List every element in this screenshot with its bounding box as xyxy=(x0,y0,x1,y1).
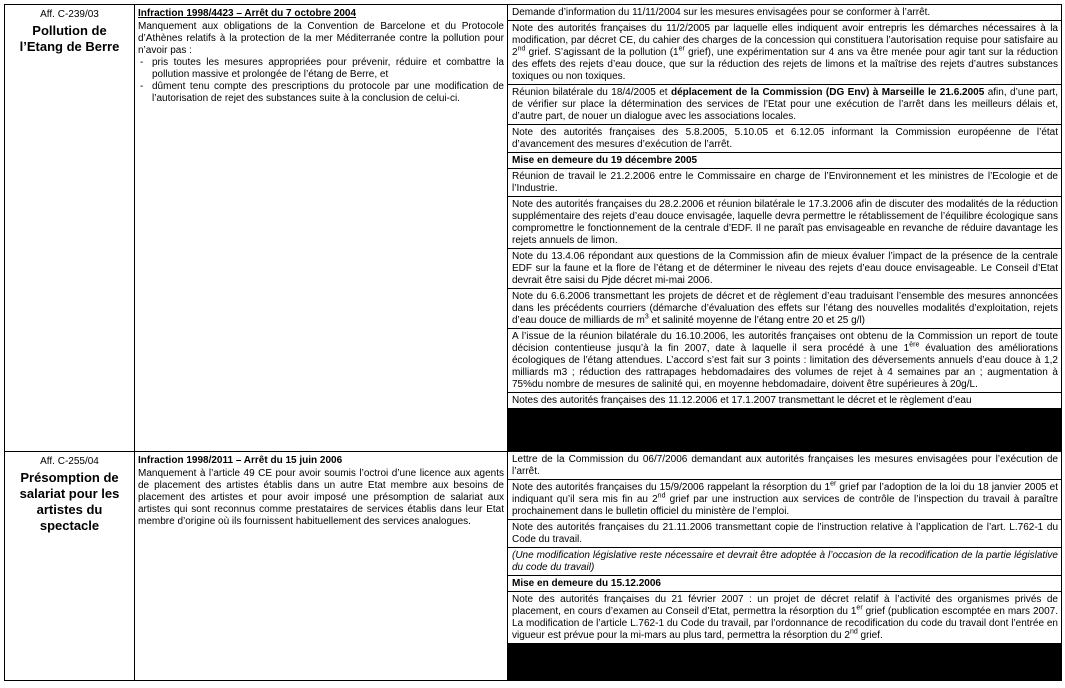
table-row xyxy=(5,5,1062,452)
action-entry: Demande d’information du 11/11/2004 sur les mesures envisagées pour se conformer à l’arrêt. xyxy=(508,5,1061,20)
affaire-title: Pollution de l’Etang de Berre xyxy=(19,23,120,54)
action-entry: Note des autorités françaises du 28.2.2006 et réunion bilatérale le 17.3.2006 afin de discuter des modalités de la réduction supplémentaire des rejets d’eau douce envisagée, laquelle devra permettre le rétablissement de l’équilibre écologique sans compromettre le fonctionnement de la centrale d’EDF. Il ne paraît pas envisageable en revanche de réduire davantage les rejets annuels de limon. xyxy=(508,197,1061,248)
action-entry: Note des autorités françaises du 21.11.2006 transmettant copie de l’instruction relative à l’application de l’art. L.762-1 du Code du travail. xyxy=(508,520,1061,547)
infraction-cell xyxy=(135,5,508,452)
affaire-cell xyxy=(5,452,135,681)
infraction-header: Infraction 1998/4423 – Arrêt du 7 octobre 2004 xyxy=(138,8,357,19)
action-entry: Note du 13.4.06 répondant aux questions de la Commission afin de mieux évaluer l’impact de la présence de la centrale EDF sur la faune et la flore de l’étang et de déterminer le niveau des rejets d’eau douce envisageable. Le Conseil d’Etat devrait être saisi du Pjde décret mi-mai 2006. xyxy=(508,249,1061,288)
action-entry: Note du 6.6.2006 transmettant les projets de décret et de règlement d’eau traduisant l’ensemble des mesures annoncées dans les précédents courriers (démarche d’évaluation des effets sur l’étang des nouvelles modalités d’exploitation, rejets d’eau douce de milliards de $m^3$ et salinité moyenne de l’étang entre 20 et 25 g/l) xyxy=(508,289,1061,328)
affaire-cell xyxy=(5,5,135,452)
action-entry: Note des autorités françaises du 15/9/2006 rappelant la résorption du 1er grief par l’adoption de la loi du 18 janvier 2005 et indiquant qu’il sera mis fin au 2nd grief par une instruction aux services de contrôle de l’inspection du travail à paraître prochainement dans le bulletin officiel du ministère de l’emploi. xyxy=(508,480,1061,519)
action-entry: Notes des autorités françaises des 11.12.2006 et 17.1.2007 transmettant le décret et le règlement d’eau xyxy=(508,393,1061,408)
actions-cell xyxy=(508,452,1062,681)
mise-en-demeure: Mise en demeure du 15.12.2006 xyxy=(508,576,1061,591)
action-entry: Lettre de la Commission du 06/7/2006 demandant aux autorités françaises les mesures envisagées pour l’exécution de l’arrêt. xyxy=(508,452,1061,479)
action-entry: Note des autorités françaises du 11/2/2005 par laquelle elles indiquent avoir entrepris les démarches nécessaires à la modification, par décret CE, du cahier des charges de la concession qui constituera l’autorisation requise pour satisfaire au 2nd grief. S’agissant de la pollution (1er grief), une expérimentation sur 4 ans va être menée pour agir tant sur la réduction des effets des rejets d’eau douce, que sur la réduction des rejets de limons et la maîtrise des rejets d’autres substances toxiques ou non toxiques. xyxy=(508,21,1061,84)
infraction-list xyxy=(138,57,504,105)
action-entry: Note des autorités françaises des 5.8.2005, 5.10.05 et 6.12.05 informant la Commission européenne de l’état d’avancement des mesures d’exécution de l’arrêt. xyxy=(508,125,1061,152)
action-entry: Réunion de travail le 21.2.2006 entre le Commissaire en charge de l’Environnement et les ministres de l’Ecologie et de l’Industrie. xyxy=(508,169,1061,196)
affaire-code: Aff. C-255/04 xyxy=(40,456,99,467)
action-entry: A l’issue de la réunion bilatérale du 16.10.2006, les autorités françaises ont obtenu de la Commission un report de toute décision contentieuse jusqu’à la fin 2007, date à laquelle il sera procédé à une 1ère évaluation des améliorations écologiques de l’étang attendues. L’accord s’est fait sur 3 points : limitation des déversements annuels d’eau douce à 1,2 milliards m3 ; réduction des rattrapages hebdomadaires des volumes de rejet à 4 semaines par an ; augmentation à 75%du nombre de mesures de salinité qui, en moyenne hebdomadaire, doivent être supérieures à 20g/L. xyxy=(508,329,1061,392)
affaire-code: Aff. C-239/03 xyxy=(40,9,99,20)
mise-en-demeure: Mise en demeure du 19 décembre 2005 xyxy=(508,153,1061,168)
action-entry: Note des autorités françaises du 21 février 2007 : un projet de décret relatif à l’activité des organismes privés de placement, en cours d’examen au Conseil d’Etat, permettra la résorption du 1er grief (publication escomptée en mars 2007. La modification de l’article L.762-1 du Code du travail, par l’ordonnance de recodification du code du travail dont l’entrée en vigueur est prévue pour la mi-mars au plus tard, permettra la résorption du 2nd grief. xyxy=(508,592,1061,643)
affaire-title: Présomption de salariat pour les artistes du spectacle xyxy=(19,470,120,533)
actions-cell xyxy=(508,5,1062,452)
infraction-cell xyxy=(135,452,508,681)
list-item: - pris toutes les mesures appropriées pour prévenir, réduire et combattre la pollution massive et prolongée de l’étang de Berre, et xyxy=(138,57,504,81)
infraction-text: Manquement à l’article 49 CE pour avoir soumis l’octroi d’une licence aux agents de placement des artistes établis dans un autre Etat membre aux besoins de placement des artistes et pour avoir imposé une présomption de salariat aux artistes qui sont reconnus comme prestataires de services établis dans leur Etat membre d’origine où ils fournissent habituellement des services analogues. xyxy=(138,468,504,527)
infraction-text: Manquement aux obligations de la Convention de Barcelone et du Protocole d’Athènes relatifs à la protection de la mer Méditerranée contre la pollution pour n’avoir pas : xyxy=(138,21,504,56)
table-row xyxy=(5,452,1062,681)
infringement-table xyxy=(4,4,1062,681)
action-entry: Réunion bilatérale du 18/4/2005 et déplacement de la Commission (DG Env) à Marseille le 21.6.2005 afin, d’une part, de vérifier sur place la détermination des services de l’Etat pour une exécution de l’arrêt dans les meilleurs délais et, d’autre part, de nouer un dialogue avec les associations locales. xyxy=(508,85,1061,124)
action-note: (Une modification législative reste nécessaire et devrait être adoptée à l’occasion de la recodification de la partie législative du code du travail) xyxy=(508,548,1061,575)
list-item: - dûment tenu compte des prescriptions du protocole par une modification de l’autorisation de rejet des substances suite à la conclusion de celui-ci. xyxy=(138,81,504,105)
infraction-header: Infraction 1998/2011 – Arrêt du 15 juin 2006 xyxy=(138,455,343,466)
